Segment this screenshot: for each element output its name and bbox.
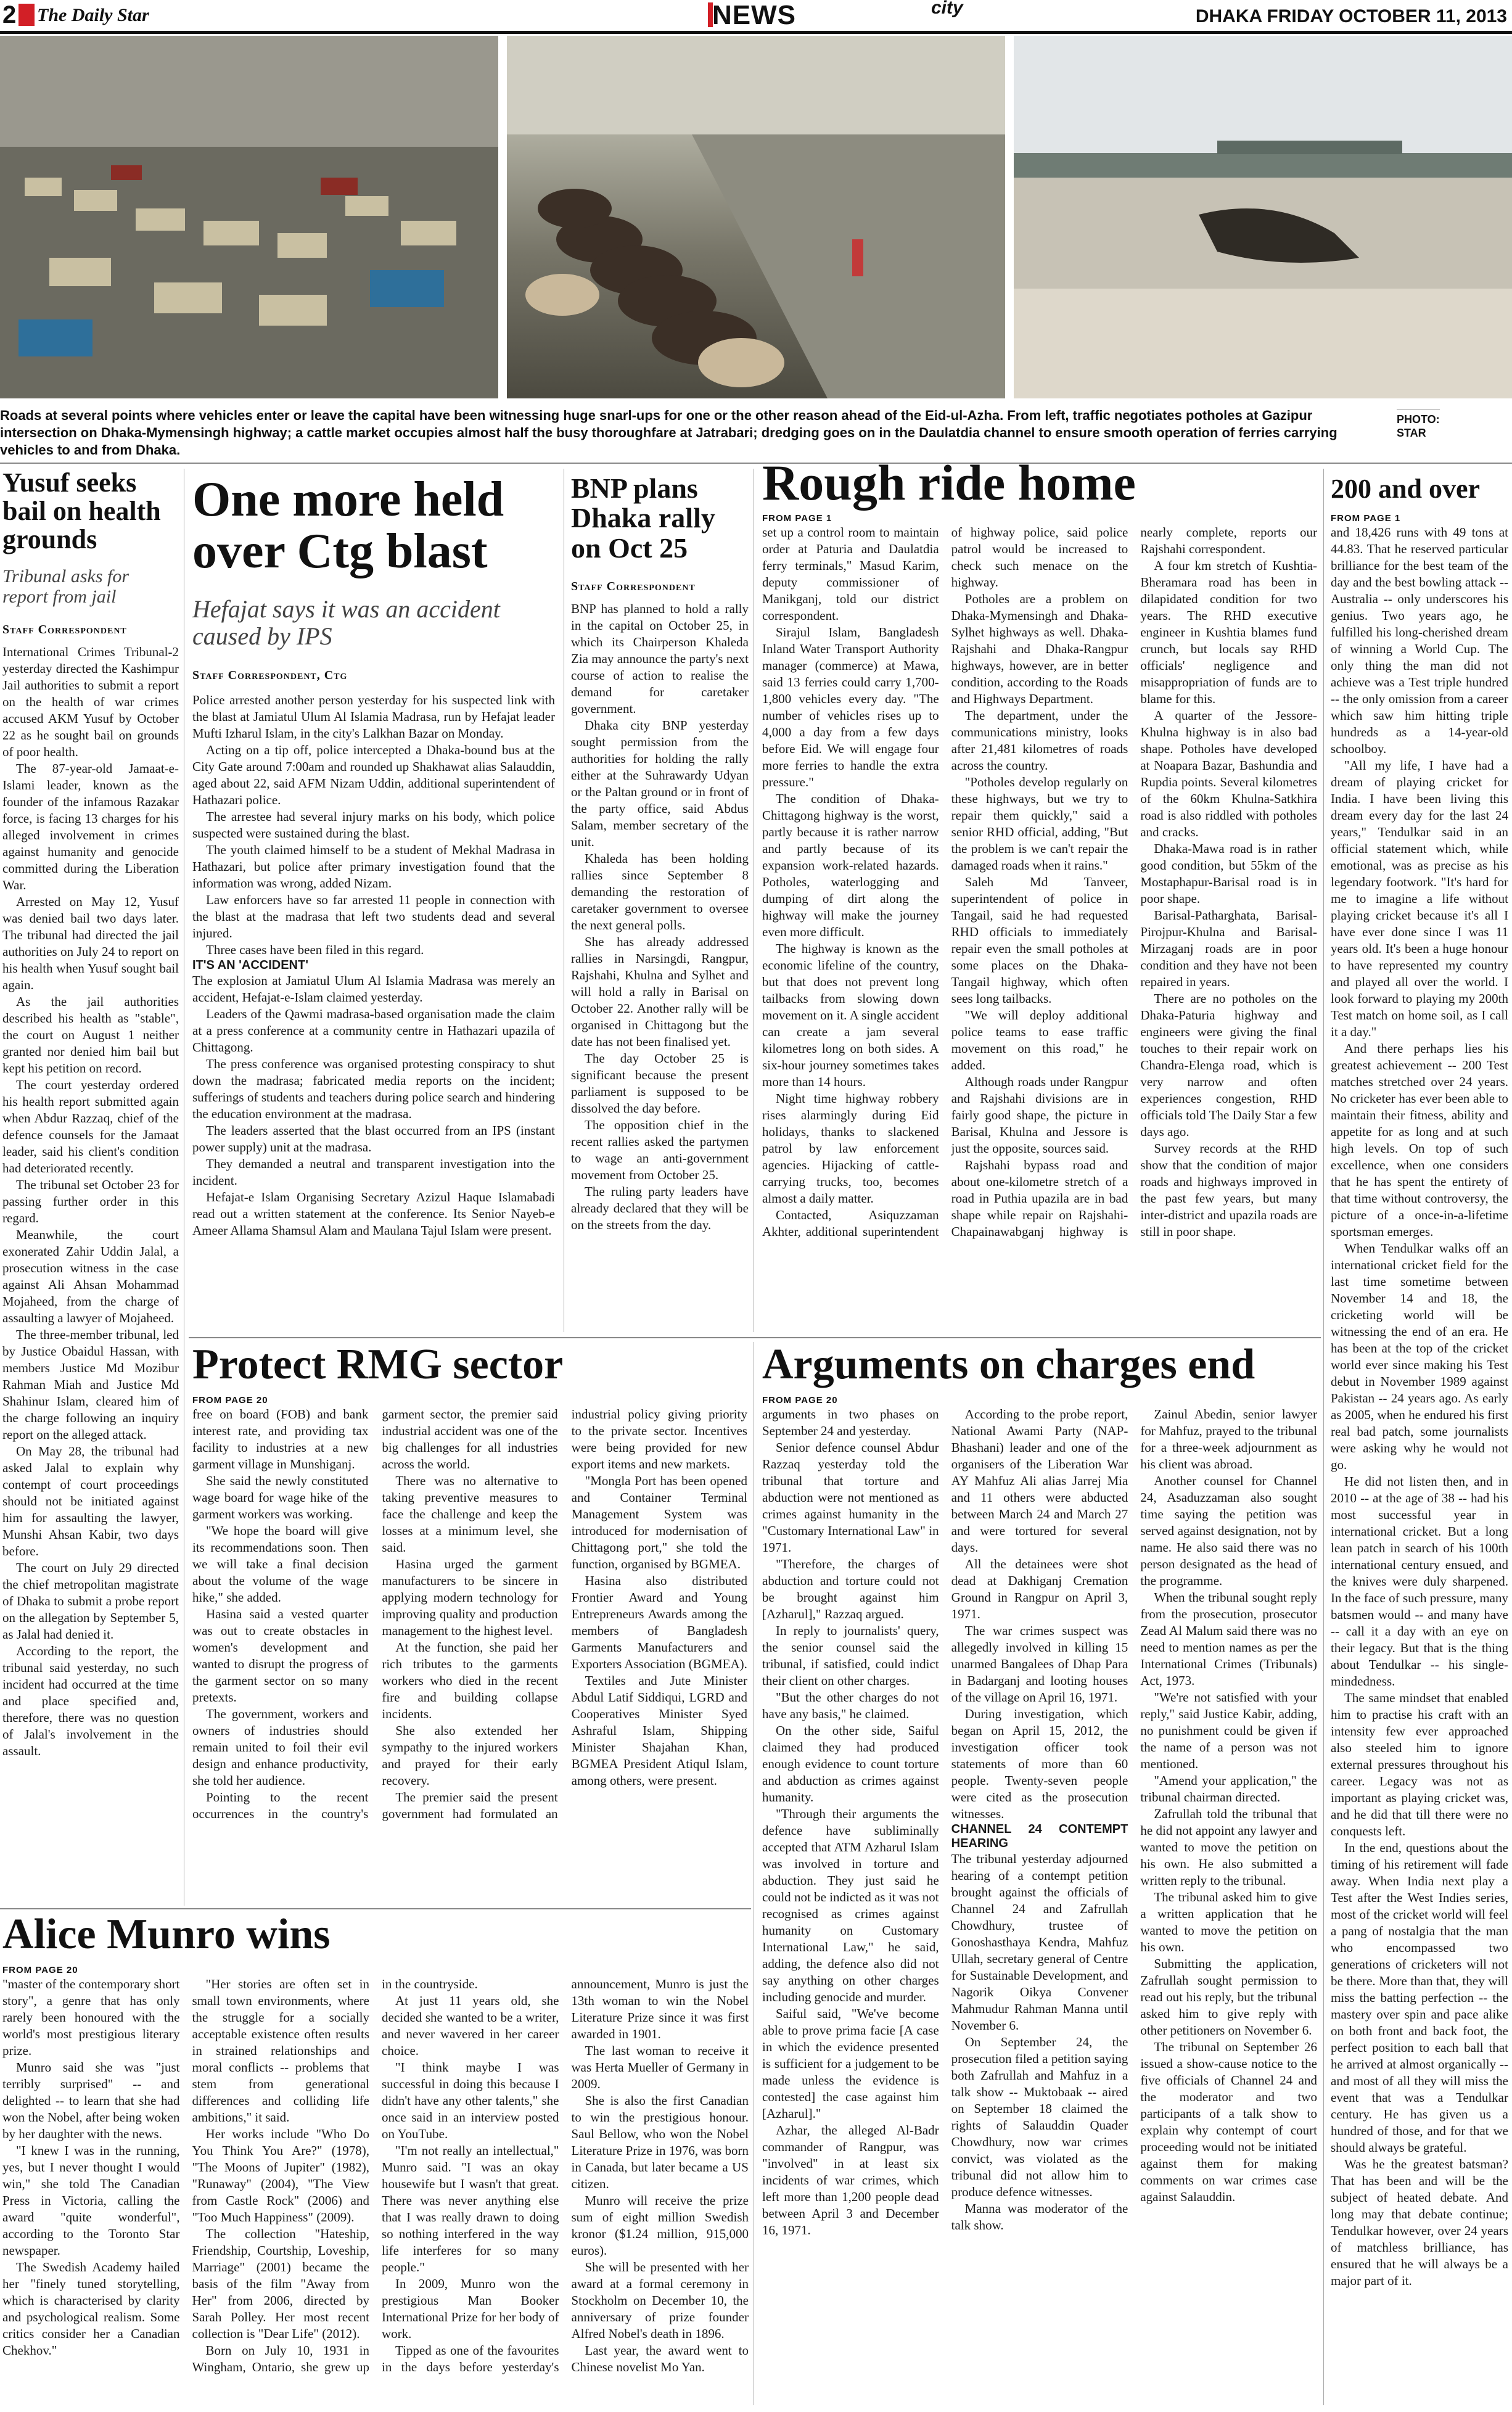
- para: The ruling party leaders have already declared that they will be on the streets from the day.: [571, 1184, 749, 1232]
- byline-bnp: Staff Correspondent: [571, 580, 696, 593]
- para: The three-member tribunal, led by Justice Obaidul Hassan, with members Justice Md Mozibur Rahman Miah and Justice Md Shahinur Islam, cleared him of the charge following an inquiry report on the alleged attack.: [2, 1327, 179, 1442]
- para: Rajshahi bypass road and about one-kilometre stretch of a road in Puthia upazila are in bad shape while repair on Rajshahi-Chapainawabganj highway is nearly complete, reports our Rajshahi correspondent.: [951, 525, 1317, 1239]
- para: And there perhaps lies his greatest achievement -- 200 Test matches stretched over 24 years. No cricketer has ever been able to maintain their fitness, ability and appetite for as long and at such high levels. On top of such excellence, when one considers that he has spent the entirety of that time without controversy, the picture of a once-in-a-lifetime sportsman emerges.: [1331, 1041, 1508, 1239]
- para: Born on July 10, 1931 in Wingham, Ontario, she grew up in the countryside.: [192, 1977, 478, 2374]
- para: set up a control room to maintain order at Paturia and Daulatdia ferry terminals," Masud Karim, deputy commissioner of Manikganj, told our district correspondent.: [762, 525, 939, 623]
- headline-protect-rmg: Protect RMG sector: [192, 1341, 564, 1388]
- para: Khaleda has been holding rallies since September 8 demanding the restoration of caretaker government to oversee the next general polls.: [571, 851, 749, 932]
- para: Zafrullah told the tribunal that he did not appoint any lawyer and wanted to move the petition on his own. He also submitted a written reply to the tribunal.: [1140, 1806, 1317, 1888]
- para: "master of the contemporary short story", a genre that has only rarely been honoured with the world's most prestigious literary prize.: [2, 1977, 180, 2058]
- para: Police arrested another person yesterday for his suspected link with the blast at Jamiatul Ulum Al Islamia Madrasa, run by Hefajat leader Mufti Izharul Islam, in the city's Lalkhan Bazar on Monday.: [192, 693, 555, 741]
- divider: [189, 1337, 1321, 1338]
- para: On May 28, the tribunal had asked Jalal to explain why contempt of court proceedings should not be initiated against him for assaulting the lawyer, Munshi Ahsan Kabir, two days before.: [2, 1444, 179, 1558]
- para: The court on July 29 directed the chief metropolitan magistrate of Dhaka to submit a probe report on the allegation by September 5, as Jalal had denied it.: [2, 1560, 179, 1642]
- para: Last year, the award went to Chinese novelist Mo Yan.: [571, 2343, 749, 2374]
- para: Her works include "Who Do You Think You Are?" (1978), "The Moons of Jupiter" (1982), "Runaway" (2004), "The View from Castle Rock" (2006) and "Too Much Happiness" (2009).: [192, 2126, 369, 2225]
- story-bnp-rally: [571, 601, 749, 1310]
- para: They demanded a neutral and transparent investigation into the incident.: [192, 1156, 555, 1188]
- para: Munro will receive the prize sum of eight million Swedish kronor ($1.24 million, 915,000 euros).: [571, 2193, 749, 2258]
- para: Survey records at the RHD show that the condition of major roads and highways improved in the past few years, but many inter-district and upazila roads are still in poor shape.: [1140, 1141, 1317, 1239]
- para: The collection "Hateship, Friendship, Courtship, Loveship, Marriage" (2001) became the basis of the film "Away from Her" from 2006, directed by Sarah Polley. Her most recent collection is "Dear Life" (2012).: [192, 2226, 369, 2341]
- story-arguments-charges: [762, 1406, 1317, 2406]
- story-yusuf: [2, 644, 179, 1919]
- para: Meanwhile, the court exonerated Zahir Uddin Jalal, a prosecution witness in the case against Ali Ahsan Mohammad Mojaheed, from the charge of assaulting a lawyer of Mojaheed.: [2, 1227, 179, 1325]
- para: Another counsel for Channel 24, Asaduzzaman also sought time saying the petition was served against designation, not by name. He also said there was no person designated as the head of the programme.: [1140, 1473, 1317, 1588]
- photo-credit: [1397, 410, 1440, 440]
- para: Law enforcers have so far arrested 11 people in connection with the blast at the madrasa that left two students dead and several injured.: [192, 892, 555, 941]
- photo-cattle-market-jatrabari: [507, 36, 1005, 398]
- para: She also extended her sympathy to the injured workers and prayed for their early recovery.: [382, 1723, 558, 1788]
- para: There are no potholes on the Dhaka-Paturia highway and engineers were giving the final touches to their repair work on Chandra-Elenga road, which is very narrow and often experiences congestion, RHD officials told The Daily Star a few days ago.: [1140, 991, 1317, 1139]
- para: Azhar, the alleged Al-Badr commander of Rangpur, was "involved" in at least six incidents of war crimes, which left more than 1,200 people dead between April 3 and December 16, 1971.: [762, 2123, 939, 2237]
- para: When Tendulkar walks off an international cricket field for the last time sometime between November 14 and 18, the cricketing world will be witnessing the end of an era. He has been at the top of the cricket world ever since making his Test debut in November 1989 against Pakistan -- 24 years ago. As early as 2005, when he endured his first real bad patch, some journalists were asking why he would not go.: [1331, 1241, 1508, 1472]
- para: The premier said the present government had formulated an industrial policy giving priority to the private sector. Incentives were being provided for new export items and new markets.: [382, 1407, 747, 1821]
- para: "We're not satisfied with your reply," said Justice Kabir, adding, no punishment could be given if the name of a person was not mentioned.: [1140, 1690, 1317, 1771]
- para: Hasina also distributed Frontier Award and Young Entrepreneurs Awards among the members of Bangladesh Garments Manufacturers and Exporters Association (BGMEA).: [571, 1573, 747, 1671]
- para: Hasina urged the garment manufacturers to be sincere in applying modern technology for improving quality and production management to the highest level.: [382, 1557, 558, 1638]
- para: "We will deploy additional police teams to ease traffic movement on this road," he added.: [951, 1008, 1128, 1072]
- para: In reply to journalists' query, the senior counsel said the tribunal, if satisfied, could indict their client on other charges.: [762, 1623, 939, 1688]
- para: The tribunal yesterday adjourned hearing of a contempt petition brought against the officials of Channel 24 and Zafrullah Chowdhury, trustee of Gonoshasthaya Kendra, Mahfuz Ullah, secretary general of Centre for Sustainable Development, and Nagorik Oikya Convener Mahmudur Rahman Manna until November 6.: [951, 1851, 1128, 2033]
- para: The last woman to receive it was Herta Mueller of Germany in 2009.: [571, 2043, 749, 2091]
- jump-rmg: FROM PAGE 20: [192, 1395, 268, 1406]
- para: Hasina said a vested quarter was out to create obstacles in women's development and wanted to disrupt the progress of the garment sector on so many pretexts.: [192, 1607, 369, 1705]
- headline-bnp-rally: BNP plans Dhaka rally on Oct 25: [571, 472, 715, 564]
- story-ctg-blast: [192, 692, 555, 1309]
- para: She is also the first Canadian to win the prestigious honour. Saul Bellow, who won the Nobel Literature Prize in 1976, was born in Canada, but later became a US citizen.: [571, 2093, 749, 2191]
- para: According to the probe report, National Awami Party (NAP-Bhashani) leader and one of the organisers of the Liberation War AY Mahfuz Ali alias Jarrej Mia and 11 others were abducted between March 24 and March 27 and were tortured for several days.: [951, 1407, 1128, 1555]
- para: A quarter of the Jessore-Khulna highway is in also bad shape. Potholes have developed at Noapara Bazar, Bashundia and Rupdia points. Several kilometres of the 60km Khulna-Satkhira road is also riddled with potholes and cracks.: [1140, 708, 1317, 839]
- para: "We hope the board will give its recommendations soon. Then we will take a final decision about the volume of the wage hike," she added.: [192, 1523, 369, 1605]
- para: Arrested on May 12, Yusuf was denied bail two days later. The tribunal had directed the jail authorities on July 24 to report on his health when Yusuf sought bail again.: [2, 894, 179, 992]
- para: The leaders asserted that the blast occurred from an IPS (instant power supply) unit at the madrasa.: [192, 1123, 555, 1155]
- para: "I think maybe I was successful in doing this because I didn't have any other talents," she once said in an interview posted on YouTube.: [382, 2060, 559, 2141]
- para: free on board (FOB) and bank interest rate, and providing tax facility to industries at a new garment village in Munshiganj.: [192, 1407, 369, 1471]
- para: The war crimes suspect was allegedly involved in killing 15 unarmed Bangalees of Dhap Para in Badarganj and looting houses of the village on April 16, 1971.: [951, 1623, 1128, 1705]
- divider: [1323, 469, 1324, 2405]
- para: Although roads under Rangpur and Rajshahi divisions are in fairly good shape, the picture in Barisal, Khulna and Jessore is just the opposite, sources said.: [951, 1074, 1128, 1156]
- para: "Her stories are often set in small town environments, where the struggle for a socially acceptable existence often results in strained relationships and moral conflicts -- problems that stem from generational differences and colliding life ambitions," it said.: [192, 1977, 369, 2125]
- masthead-flag: The Daily Star: [37, 5, 149, 25]
- para: Saiful said, "We've become able to prove prima facie [A case in which the evidence presented is sufficient for a judgement to be made unless the evidence is contested] the case against him [Azharul].": [762, 2006, 939, 2121]
- para: "Mongla Port has been opened and Container Terminal Management System was introduced for modernisation of Chittagong port," she told the function, organised by BGMEA.: [571, 1473, 747, 1571]
- dateline: DHAKA FRIDAY OCTOBER 11, 2013: [1195, 6, 1507, 27]
- para: The day October 25 is significant because the present parliament is supposed to be dissolved the day before.: [571, 1051, 749, 1116]
- subhead-yusuf: Tribunal asks for report from jail: [2, 566, 129, 607]
- para: Acting on a tip off, police intercepted a Dhaka-bound bus at the City Gate around 7:00am and rounded up Shakhawat alias Salauddin, aged about 22, said AFM Nizam Uddin, additional superintendent of Hathazari police.: [192, 743, 555, 807]
- para: Leaders of the Qawmi madrasa-based organisation made the claim at a press conference at a community centre in Hathazari upazila of Chittagong.: [192, 1006, 555, 1055]
- para: Night time highway robbery rises alarmingly during Eid holidays, thanks to slackened patrol by law enforcement agencies. Hijacking of cattle-carrying trucks, too, becomes almost a daily matter.: [762, 1091, 939, 1206]
- red-marker-icon: [18, 4, 35, 26]
- headline-arguments-charges: Arguments on charges end: [762, 1341, 1255, 1388]
- headline-ctg-blast: One more held over Ctg blast: [192, 472, 504, 578]
- para: Pointing to the recent occurrences in the country's garment sector, the premier said industrial accident was one of the big challenges for all industries across the world.: [192, 1407, 558, 1821]
- para: and 18,426 runs with 49 tons at 44.83. That he reserved particular brilliance for the best team of the day and the best bowling attack -- Australia -- only underscores his genius. Two years ago, he fulfilled his long-cherished dream of winning a World Cup. The only thing the man did not achieve was a Test triple hundred -- the only omission from a career which saw him hitting triple hundreds as a 14-year-old schoolboy.: [1331, 525, 1508, 756]
- para: "Therefore, the charges of abduction and torture could not be brought against him [Azharul]," Razzaq argued.: [762, 1557, 939, 1621]
- headline-200-and-over: 200 and over: [1331, 474, 1480, 504]
- para: The Swedish Academy hailed her "finely tuned storytelling, which is characterised by clarity and psychological realism. Some critics consider her a Canadian Chekhov.": [2, 2260, 180, 2358]
- page-number: 2: [2, 1, 17, 28]
- para: "But the other charges do not have any basis," he claimed.: [762, 1690, 939, 1721]
- para: "I'm not really an intellectual," Munro said. "I was an okay housewife but I wasn't that great. There was never anything else that I was really drawn to doing so nothing interfered in the way life interferes for so many people.": [382, 2143, 559, 2274]
- divider: [0, 1908, 751, 1909]
- para: At just 11 years old, she decided she wanted to be a writer, and never wavered in her career choice.: [382, 1993, 559, 2058]
- para: The tribunal on September 26 issued a show-cause notice to the five officials of Channel 24 and the moderator and two participants of a talk show to explain why contempt of court proceeding would not be initiated against them for making comments on war crimes case against Salauddin.: [1140, 2039, 1317, 2204]
- subsection-name: city: [931, 0, 963, 18]
- para: The youth claimed himself to be a student of Mekhal Madrasa in Hathazari, but police after primary investigation found that the information was wrong, added Nizam.: [192, 842, 555, 891]
- para: In 2009, Munro won the prestigious Man Booker International Prize for her body of work.: [382, 2276, 559, 2341]
- para: BNP has planned to hold a rally in the capital on October 25, in which its Chairperson Khaleda Zia may announce the party's next course of action to realise the demand for caretaker government.: [571, 601, 749, 716]
- para: He did not listen then, and in 2010 -- at the age of 38 -- had his most successful year in international cricket. But a long lean patch in search of his 100th international century ensued, and the knives were duly sharpened. In the face of such pressure, many batsmen would -- and many have -- call it a day with an eye on their legacy. But that is the thing about Tendulkar -- his single-mindedness.: [1331, 1474, 1508, 1689]
- subhead-accident: IT'S AN 'ACCIDENT': [192, 958, 308, 972]
- photo-traffic-gazipur: [0, 36, 498, 398]
- photo-credit-name: STAR: [1397, 427, 1426, 439]
- para: The tribunal set October 23 for passing further order in this regard.: [2, 1177, 179, 1225]
- para: Three cases have been filed in this regard.: [206, 942, 424, 957]
- story-rough-ride: [762, 524, 1317, 1332]
- story-tendulkar: [1331, 524, 1508, 2406]
- para: Submitting the application, Zafrullah sought permission to read out his reply, but the tribunal asked him to give reply with other petitioners on November 6.: [1140, 1956, 1317, 2038]
- para: Hefajat-e Islam Organising Secretary Azizul Haque Islamabadi read out a written statement at the conference. Its Senior Nayeb-e Ameer Allama Shamsul Alam and Maulana Tajul Islam were present.: [192, 1190, 555, 1238]
- para: As the jail authorities described his health as "stable", the court on August 1 neither granted nor denied him bail but kept his petition on record.: [2, 994, 179, 1076]
- para: The arrestee had several injury marks on his body, which police suspected were sustained during the blast.: [192, 809, 555, 841]
- para: She said the newly constituted wage board for wage hike of the garment workers was working.: [192, 1473, 369, 1521]
- photo-dredging-daulatdia: [1014, 36, 1512, 398]
- headline-alice-munro: Alice Munro wins: [2, 1911, 331, 1958]
- para: The department, under the communications ministry, looks after 21,481 kilometres of roads across the country.: [951, 708, 1128, 773]
- cattle-scene-icon: [507, 36, 1005, 398]
- para: arguments in two phases on September 24 and yesterday.: [762, 1407, 939, 1438]
- jump-rough-ride: FROM PAGE 1: [762, 513, 832, 524]
- para: Textiles and Jute Minister Abdul Latif Siddiqui, LGRD and Cooperatives Minister Syed Ashraful Islam, Shipping Minister Shajahan Khan, BGMEA President Atiqul Islam, among others, were present.: [571, 1673, 747, 1788]
- para: The highway is known as the economic lifeline of the country, but that does not prevent long tailbacks from slowing down movement on it. A single accident can create a jam several kilometres long on both sides. A six-hour journey sometimes takes more than 14 hours.: [762, 941, 939, 1089]
- para: Sirajul Islam, Bangladesh Inland Water Transport Authority manager (commerce) at Mawa, said 13 ferries could carry 1,700-1,800 vehicles every day. "The number of vehicles rises up to 4,000 a day from a few days before Eid. We will engage four more ferries to handle the extra pressure.": [762, 625, 939, 789]
- para: The condition of Dhaka-Chittagong highway is the worst, partly because it is rather narrow and partly because of its expansion work-related hazards. Potholes, waterlogging and dumping of dirt along the highway will make the journey even more difficult.: [762, 791, 939, 939]
- para: Potholes are a problem on Dhaka-Mymensingh and Dhaka-Sylhet highways as well. Dhaka-Rajshahi and Dhaka-Rangpur highways, however, are in better condition, according to the Roads and Highways Department.: [951, 591, 1128, 706]
- subhead-ctg-blast: Hefajat says it was an accident caused by IPS: [192, 595, 500, 650]
- para: Contacted, Asiquzzaman Akhter, additional superintendent of highway police, said police patrol would be increased to check such menace on the highway.: [762, 525, 1128, 1239]
- para: Dhaka-Mawa road is in rather good condition, but 55km of the Mostaphapur-Barisal road is in poor shape.: [1140, 841, 1317, 906]
- subhead-channel24: CHANNEL 24 CONTEMPT HEARING: [951, 1822, 1128, 1850]
- byline-yusuf: Staff Correspondent: [2, 623, 127, 636]
- page-header: [0, 0, 1512, 34]
- para: The press conference was organised protesting conspiracy to shut down the madrasa; fabricated media reports on the incident; sufferings of students and teachers during police search and hindering the education environment at the madrasa.: [192, 1056, 555, 1121]
- para: "All my life, I have had a dream of playing cricket for India. I have been living this dream every day for the last 24 years," Tendulkar said in an official statement which, while emotional, was as precise as his legendary footwork. "It's hard for me to imagine a life without playing cricket because it's all I have ever done since I was 11 years old. It's been a huge honour to have represented my country and played all over the world. I look forward to playing my 200th Test match on home soil, as I call it a day.": [1331, 758, 1508, 1039]
- para: On the other side, Saiful claimed they had produced enough evidence to count torture and abduction as crimes against humanity.: [762, 1723, 939, 1805]
- para: Barisal-Patharghata, Barisal-Pirojpur-Khulna and Barisal-Mirzaganj roads are in poor condition and they have not been repaired in years.: [1140, 908, 1317, 989]
- story-alice-munro: [2, 1976, 749, 2408]
- para: Senior defence counsel Abdur Razzaq yesterday told the tribunal that torture and abduction were not mentioned as crimes against humanity in the "Customary International Law" in 1971.: [762, 1440, 939, 1555]
- para: On September 24, the prosecution filed a petition saying both Zafrullah and Mahfuz in a talk show -- Muktobaak -- aired on September 18 claimed the rights of Salauddin Quader Chowdhury, now war crimes convict, was violated as the tribunal did not allow him to produce defence witnesses.: [951, 2035, 1128, 2199]
- para: The opposition chief in the recent rallies asked the partymen to wage an anti-government movement from October 25.: [571, 1118, 749, 1182]
- para: When the tribunal sought reply from the prosecution, prosecutor Zead Al Malum said there was no need to mention names as per the International Crimes (Tribunals) Act, 1973.: [1140, 1590, 1317, 1688]
- para: She has already addressed rallies in Narsingdi, Rangpur, Rajshahi, Khulna and Sylhet and will hold a rally in Barisal on October 22. Another rally will be organised in Chittagong but the date has not been finalised yet.: [571, 934, 749, 1049]
- section-name: NEWS: [712, 0, 796, 30]
- para: The same mindset that enabled him to practise his craft with an intensity few ever approached also steeled him to ignore external pressures throughout his career. Legacy was not as important as playing cricket was, and he did that till there were no conquests left.: [1331, 1690, 1508, 1838]
- para: Tipped as one of the favourites in the days before yesterday's announcement, Munro is just the 13th woman to win the Nobel Literature Prize since it was first awarded in 1901.: [382, 1977, 749, 2374]
- photo-credit-label: PHOTO:: [1397, 413, 1440, 426]
- para: "I knew I was in the running, yes, but I never thought I would win," she told The Canadian Press in Victoria, calling the award "quite wonderful", according to the Toronto Star newspaper.: [2, 2143, 180, 2258]
- headline-rough-ride: Rough ride home: [762, 455, 1136, 511]
- para: Manna was moderator of the talk show.: [951, 2201, 1128, 2233]
- para: Was he the greatest batsman? That has been and will be the subject of heated debate. And long may that debate continue; Tendulkar however, over 24 years of matchless brilliance, has ensured that he will always be a major part of it.: [1331, 2157, 1508, 2288]
- para: Munro said she was "just terribly surprised" -- and delighted -- to learn that she had won the Nobel, after being woken by her daughter with the news.: [2, 2060, 180, 2141]
- para: A four km stretch of Kushtia-Bheramara road has been in dilapidated condition for two years. The RHD executive engineer in Kushtia blames fund crunch, but locals say RHD officials' negligence and misappropriation of funds are to blame for this.: [1140, 558, 1317, 706]
- para: The 87-year-old Jamaat-e-Islami leader, known as the founder of the infamous Razakar force, is facing 13 charges for his alleged involvement in crimes against humanity and genocide committed during the Liberation War.: [2, 761, 179, 892]
- para: Saleh Md Tanveer, superintendent of police in Tangail, said he had requested RHD officials to immediately repair even the small potholes at some places on the Dhaka-Tangail highway, which often sees long tailbacks.: [951, 875, 1128, 1006]
- para: "Through their arguments the defence have subliminally accepted that ATM Azharul Islam was involved in torture and abduction. They just said he could not be indicted as it was not recognised as crimes against humanity on Customary International Law," he said, adding, the defence also did not say anything on other charges including genocide and murder.: [762, 1806, 939, 2004]
- para: Zainul Abedin, senior lawyer for Mahfuz, prayed to the tribunal for a three-week adjournment as his client was abroad.: [1140, 1407, 1317, 1471]
- para: According to the report, the tribunal said yesterday, no such incident had occurred at the time and place specified and, therefore, there was no question of Jalal's involvement in the assault.: [2, 1644, 179, 1758]
- para: All the detainees were shot dead at Dakhiganj Cremation Ground in Rangpur on April 3, 1971.: [951, 1557, 1128, 1621]
- para: In the end, questions about the timing of his retirement will fade away. When India next play a Test after the West Indies series, most of the cricket world will feel a pang of nostalgia that the man who encompassed two generations of cricketers will not be there. More than that, they will miss the batting perfection -- the mastery over spin and pace alike on both front and back foot, the perfect position to each ball that he arrived at almost organically -- and most of all they will miss the event that was a Tendulkar century. He has given us a hundred of those, and for that we should always be grateful.: [1331, 1840, 1508, 2155]
- traffic-scene-icon: [0, 36, 498, 398]
- para: The explosion at Jamiatul Ulum Al Islamia Madrasa was merely an accident, Hefajat-e-Islam claimed yesterday.: [192, 973, 555, 1005]
- para: International Crimes Tribunal-2 yesterday directed the Kashimpur Jail authorities to submit a report on the health of war crimes accused AKM Yusuf by October 22 as he sought bail on grounds of poor health.: [2, 644, 179, 759]
- para: "Potholes develop regularly on these highways, but we try to repair them quickly," said a senior RHD official, adding, "But the problem is we can't repair the damaged roads when it rains.": [951, 775, 1128, 873]
- para: She will be presented with her award at a formal ceremony in Stockholm on December 10, the anniversary of prize founder Alfred Nobel's death in 1896.: [571, 2260, 749, 2341]
- para: At the function, she paid her rich tributes to the garments workers who died in the recent fire and building collapse incidents.: [382, 1640, 558, 1721]
- para: Dhaka city BNP yesterday sought permission from the authorities for holding the rally either at the Suhrawardy Udyan or the Paltan ground or in front of the party office, said Abdus Salam, member secretary of the unit.: [571, 718, 749, 849]
- jump-charges: FROM PAGE 20: [762, 1395, 838, 1406]
- para: The court yesterday ordered his health report submitted again when Abdur Razzaq, chief of the defence counsels for the Jamaat leader, said his client's condition had deteriorated recently.: [2, 1077, 179, 1175]
- jump-tendulkar: FROM PAGE 1: [1331, 513, 1401, 524]
- para: "Amend your application," the tribunal chairman directed.: [1140, 1773, 1317, 1805]
- photo-caption: Roads at several points where vehicles enter or leave the capital have been witnessing huge snarl-ups for one or the other reason ahead of the Eid-ul-Azha. From left, traffic negotiates potholes at Gazipur intersection on Dhaka-Mymensingh highway; a cattle market occupies almost half the busy thoroughfare at Jatrabari; dredging goes on in the Daulatdia channel to ensure smooth operation of ferries carrying vehicles to and from Dhaka.: [0, 408, 1337, 458]
- para: There was no alternative to taking preventive measures to face the challenge and keep the losses at a minimum level, she said.: [382, 1473, 558, 1555]
- byline-ctg: Staff Correspondent, Ctg: [192, 669, 348, 682]
- headline-yusuf: Yusuf seeks bail on health grounds: [2, 467, 161, 555]
- dredging-scene-icon: [1014, 36, 1512, 398]
- para: During investigation, which began on April 15, 2012, the investigation officer took statements of more than 60 people. Twenty-seven people were cited as the prosecution witnesses.: [951, 1706, 1128, 1821]
- para: The government, workers and owners of industries should remain united to foil their evil design and enhance productivity, she told her audience.: [192, 1706, 369, 1788]
- jump-munro: FROM PAGE 20: [2, 1965, 78, 1975]
- story-protect-rmg: [192, 1406, 747, 1900]
- para: The tribunal asked him to give a written application that he wanted to move the petition on his own.: [1140, 1890, 1317, 1954]
